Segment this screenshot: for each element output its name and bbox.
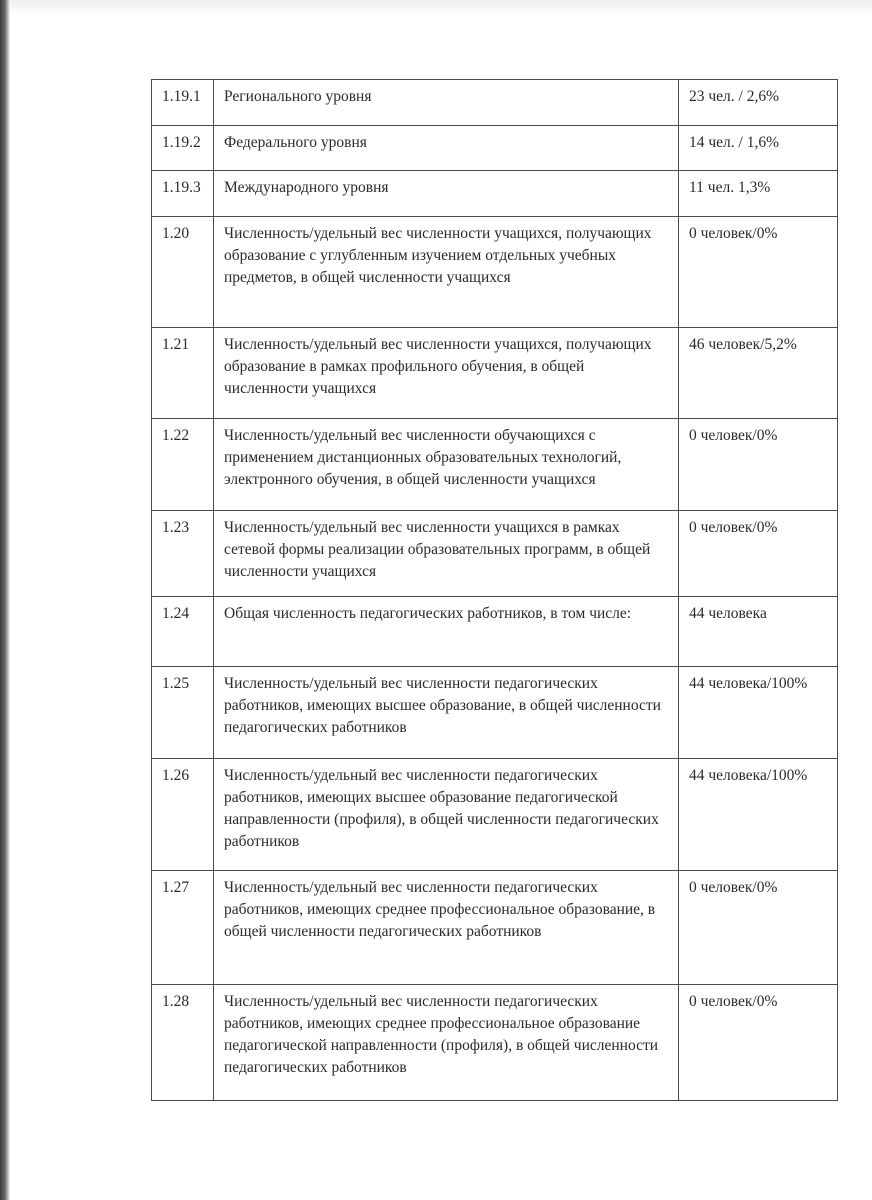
row-value: 0 человек/0% xyxy=(679,985,838,1101)
row-indicator: Международного уровня xyxy=(214,171,679,217)
row-number: 1.19.3 xyxy=(152,171,214,217)
table-row xyxy=(152,419,838,511)
table-row xyxy=(152,597,838,667)
indicators-table xyxy=(151,79,838,1101)
row-indicator: Численность/удельный вес численности обучающихся с применением дистанционных образовательных технологий, электронного обучения, в общей численности учащихся xyxy=(214,419,679,511)
row-number: 1.23 xyxy=(152,511,214,597)
row-number: 1.24 xyxy=(152,597,214,667)
row-value: 0 человек/0% xyxy=(679,511,838,597)
table-row xyxy=(152,328,838,419)
table-row xyxy=(152,126,838,171)
row-value: 46 человек/5,2% xyxy=(679,328,838,419)
table-row xyxy=(152,217,838,328)
row-number: 1.22 xyxy=(152,419,214,511)
row-value: 0 человек/0% xyxy=(679,217,838,328)
row-value: 0 человек/0% xyxy=(679,871,838,985)
row-indicator: Численность/удельный вес численности педагогических работников, имеющих среднее профессиональное образование, в общей численности педагогических работников xyxy=(214,871,679,985)
row-number: 1.28 xyxy=(152,985,214,1101)
row-value: 0 человек/0% xyxy=(679,419,838,511)
row-indicator: Общая численность педагогических работников, в том числе: xyxy=(214,597,679,667)
row-value: 11 чел. 1,3% xyxy=(679,171,838,217)
table-row xyxy=(152,871,838,985)
row-indicator: Численность/удельный вес численности учащихся, получающих образование с углубленным изучением отдельных учебных предметов, в общей численности учащихся xyxy=(214,217,679,328)
table-row xyxy=(152,667,838,759)
scan-top-shadow xyxy=(10,0,872,14)
row-number: 1.19.2 xyxy=(152,126,214,171)
row-number: 1.20 xyxy=(152,217,214,328)
row-number: 1.27 xyxy=(152,871,214,985)
table-row xyxy=(152,985,838,1101)
row-value: 14 чел. / 1,6% xyxy=(679,126,838,171)
table-row xyxy=(152,171,838,217)
row-indicator: Численность/удельный вес численности педагогических работников, имеющих высшее образование, в общей численности педагогических работников xyxy=(214,667,679,759)
row-indicator: Регионального уровня xyxy=(214,80,679,126)
row-number: 1.26 xyxy=(152,759,214,871)
row-number: 1.25 xyxy=(152,667,214,759)
table-row xyxy=(152,511,838,597)
row-indicator: Численность/удельный вес численности учащихся в рамках сетевой формы реализации образовательных программ, в общей численности учащихся xyxy=(214,511,679,597)
scan-edge-shadow xyxy=(0,0,10,1200)
row-value: 23 чел. / 2,6% xyxy=(679,80,838,126)
table-row xyxy=(152,759,838,871)
row-indicator: Численность/удельный вес численности педагогических работников, имеющих среднее профессиональное образование педагогической направленности (профиля), в общей численности педагогических работников xyxy=(214,985,679,1101)
row-indicator: Численность/удельный вес численности педагогических работников, имеющих высшее образование педагогической направленности (профиля), в общей численности педагогических работников xyxy=(214,759,679,871)
row-value: 44 человека xyxy=(679,597,838,667)
table-row xyxy=(152,80,838,126)
row-number: 1.21 xyxy=(152,328,214,419)
row-indicator: Численность/удельный вес численности учащихся, получающих образование в рамках профильного обучения, в общей численности учащихся xyxy=(214,328,679,419)
row-value: 44 человека/100% xyxy=(679,667,838,759)
row-value: 44 человека/100% xyxy=(679,759,838,871)
row-indicator: Федерального уровня xyxy=(214,126,679,171)
row-number: 1.19.1 xyxy=(152,80,214,126)
